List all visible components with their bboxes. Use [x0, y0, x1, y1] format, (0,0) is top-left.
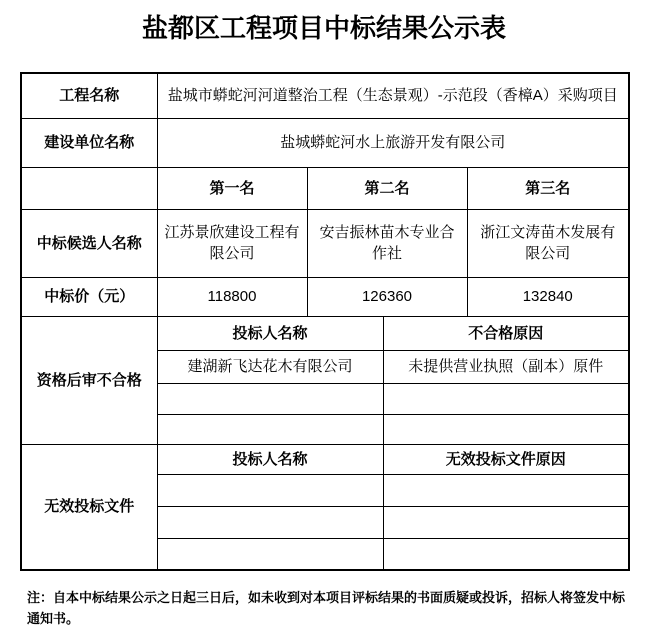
- owner-row: [21, 118, 629, 167]
- invalid-bidder-cell: [157, 474, 383, 506]
- invalid-header-row: [21, 444, 629, 474]
- footnote: 注：自本中标结果公示之日起三日后，如未收到对本项目评标结果的书面质疑或投诉，招标人将签发中标通知书。: [27, 590, 626, 626]
- owner-value: 盐城蟒蛇河水上旅游开发有限公司: [157, 118, 629, 167]
- project-name-label: 工程名称: [21, 73, 157, 118]
- invalid-bidder-header: 投标人名称: [157, 444, 383, 474]
- rank-second-header: 第二名: [307, 167, 467, 209]
- rank-third-header: 第三名: [467, 167, 629, 209]
- project-name-value: 盐城市蟒蛇河河道整治工程（生态景观）-示范段（香樟A）采购项目: [157, 73, 629, 118]
- invalid-reason-cell: [383, 506, 629, 538]
- candidate-first: 江苏景欣建设工程有限公司: [157, 209, 307, 277]
- candidates-label: 中标候选人名称: [21, 209, 157, 277]
- qualification-header-row: [21, 316, 629, 350]
- qualification-bidder-cell: 建湖新飞达花木有限公司: [157, 350, 383, 383]
- qualification-bidder-cell: [157, 383, 383, 414]
- price-label: 中标价（元）: [21, 277, 157, 316]
- qualification-reason-header: 不合格原因: [383, 316, 629, 350]
- candidate-third: 浙江文涛苗木发展有限公司: [467, 209, 629, 277]
- price-row: [21, 277, 629, 316]
- invalid-bidder-cell: [157, 506, 383, 538]
- invalid-reason-cell: [383, 474, 629, 506]
- price-first: 118800: [157, 277, 307, 316]
- candidates-row: [21, 209, 629, 277]
- ranking-header-blank-cell: [21, 167, 157, 209]
- qualification-bidder-cell: [157, 414, 383, 444]
- rank-first-header: 第一名: [157, 167, 307, 209]
- qualification-reason-cell: 未提供营业执照（副本）原件: [383, 350, 629, 383]
- invalid-section-label: 无效投标文件: [21, 444, 157, 570]
- invalid-reason-header: 无效投标文件原因: [383, 444, 629, 474]
- project-name-row: [21, 73, 629, 118]
- qualification-bidder-header: 投标人名称: [157, 316, 383, 350]
- invalid-reason-cell: [383, 538, 629, 570]
- page-title: 盐都区工程项目中标结果公示表: [141, 13, 506, 43]
- candidate-second: 安吉振林苗木专业合作社: [307, 209, 467, 277]
- price-third: 132840: [467, 277, 629, 316]
- bid-result-table: [20, 72, 630, 571]
- qualification-reason-cell: [383, 414, 629, 444]
- owner-label: 建设单位名称: [21, 118, 157, 167]
- qualification-section-label: 资格后审不合格: [21, 316, 157, 444]
- qualification-reason-cell: [383, 383, 629, 414]
- ranking-header-row: [21, 167, 629, 209]
- invalid-bidder-cell: [157, 538, 383, 570]
- price-second: 126360: [307, 277, 467, 316]
